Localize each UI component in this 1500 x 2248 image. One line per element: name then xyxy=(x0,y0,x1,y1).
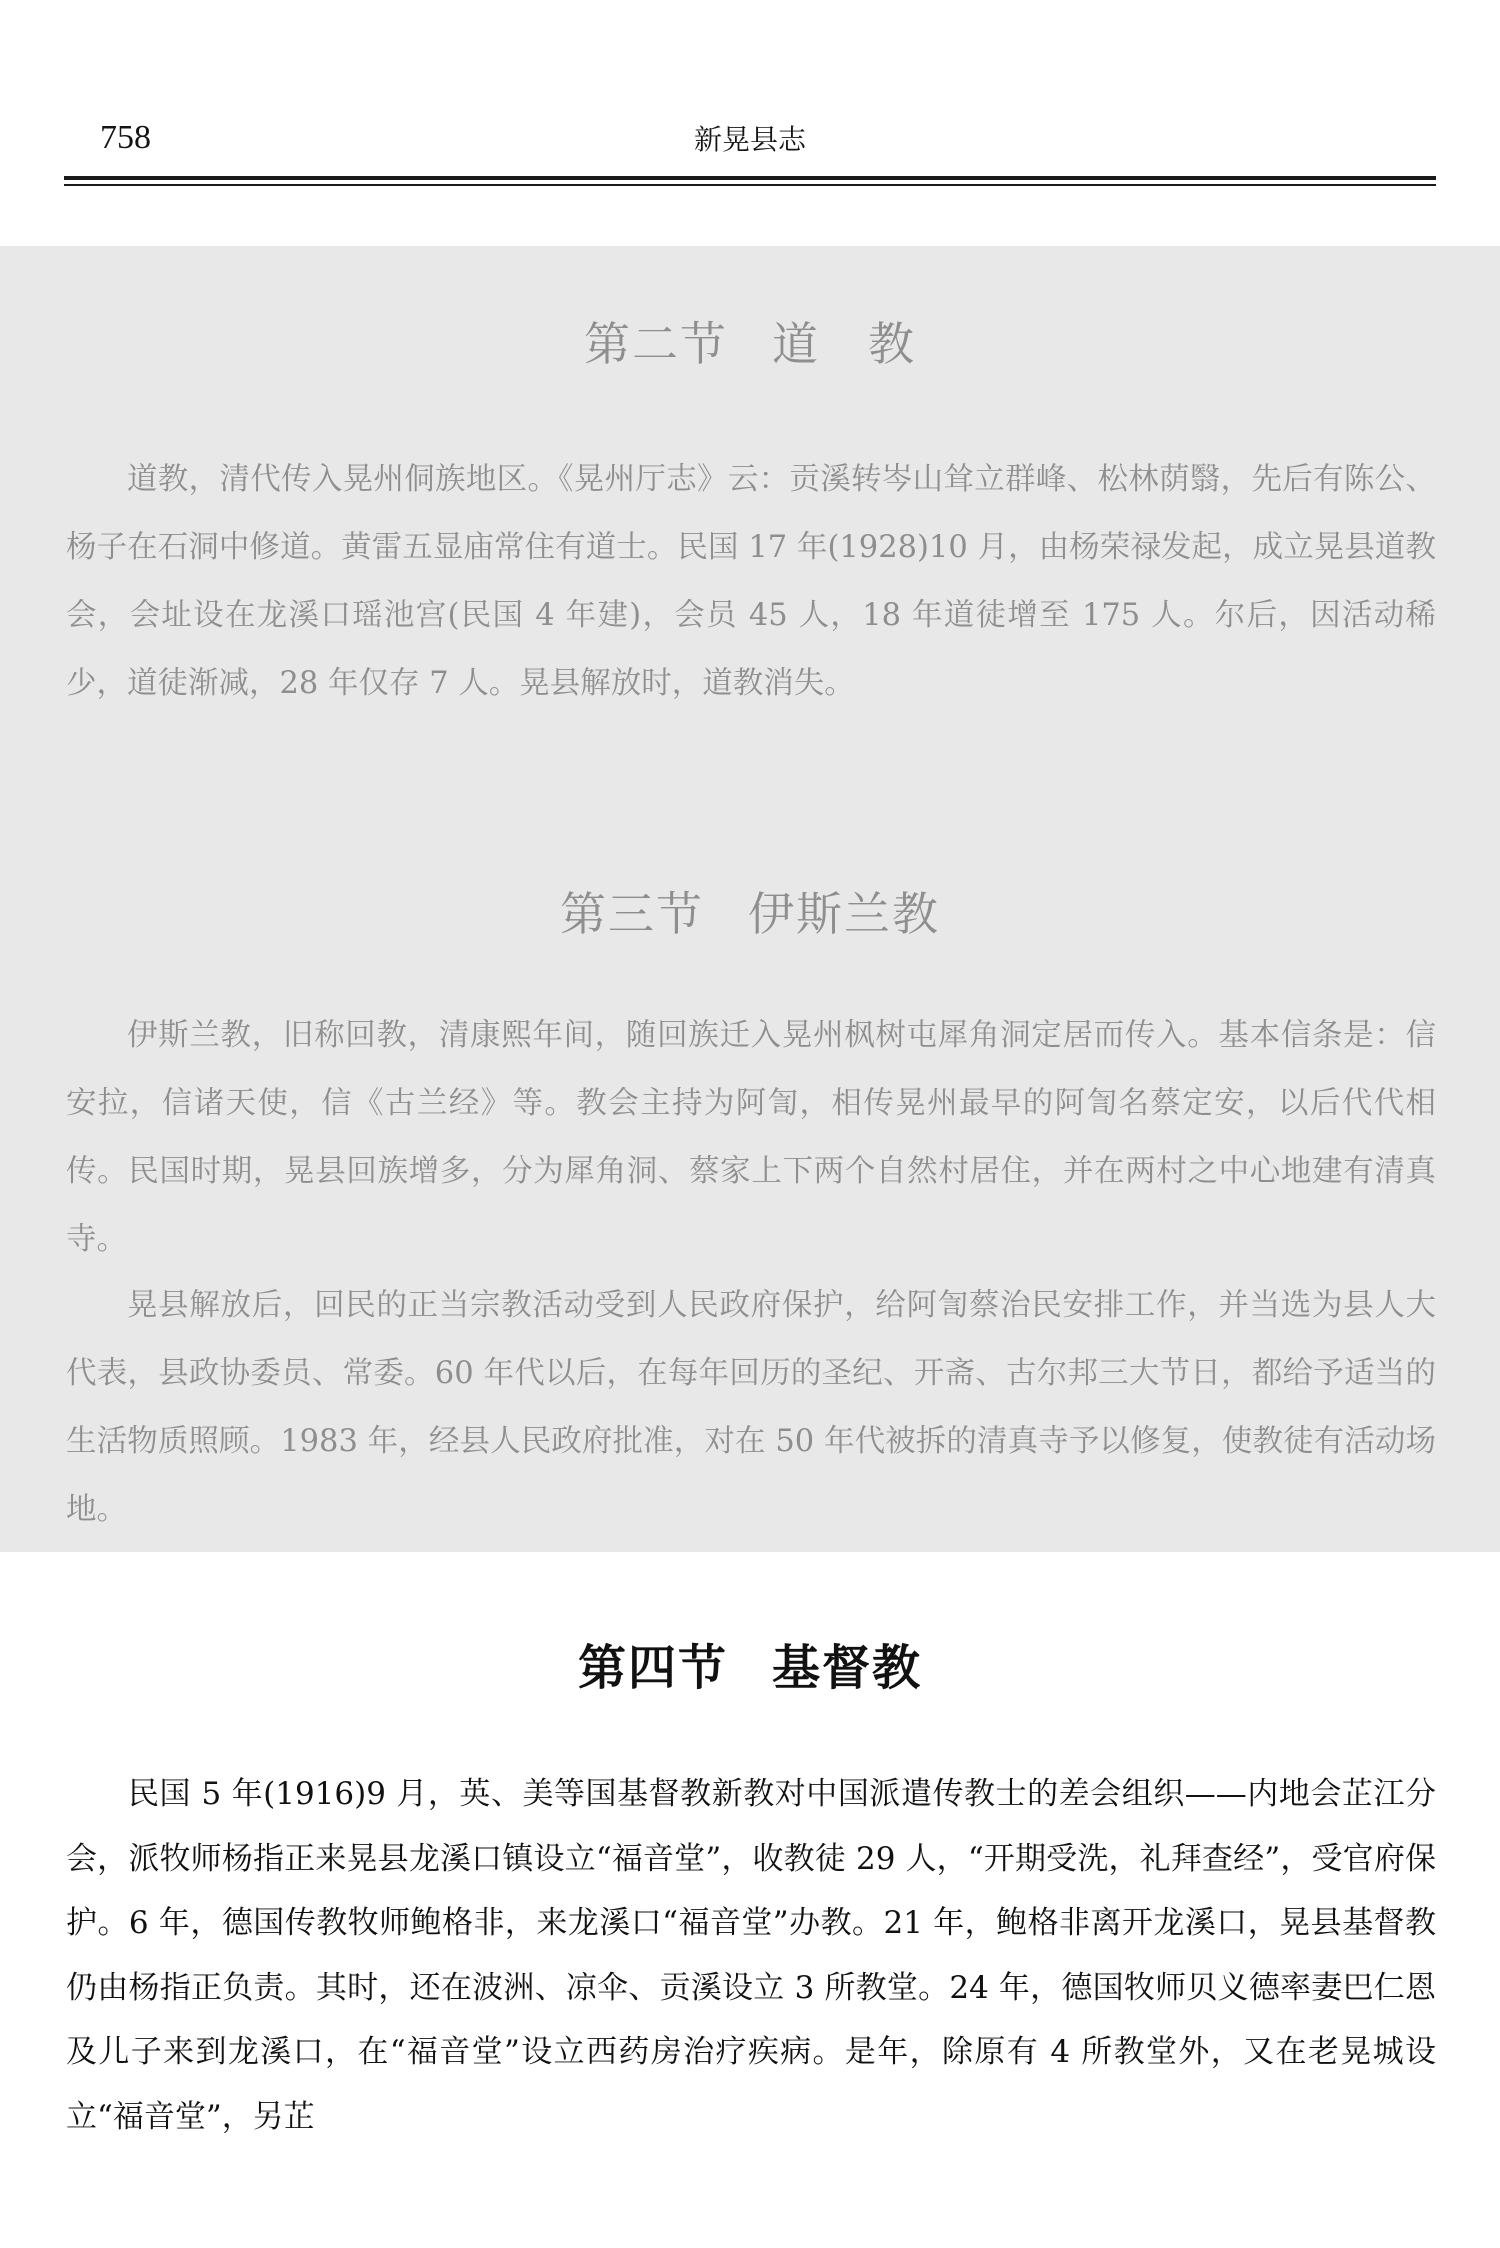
page-header xyxy=(0,0,1500,200)
paragraph-taoism: 道教，清代传入晃州侗族地区。《晃州厅志》云：贡溪转岑山耸立群峰、松林荫翳，先后有陈公、杨子在石洞中修道。黄雷五显庙常住有道士。民国 17 年(1928)10 月，由杨荣禄发起，成立晃县道教会，会址设在龙溪口瑶池宫(民国 4 年建)，会员 45 人，18 年道徒增至 175 人。尔后，因活动稀少，道徒渐减，28 年仅存 7 人。晃县解放时，道教消失。 xyxy=(66,462,1436,701)
section-number: 第三节 xyxy=(560,887,704,941)
section-title-taoism xyxy=(0,316,1500,372)
page-number: 758 xyxy=(100,119,151,156)
section-name: 道 教 xyxy=(772,317,916,371)
section-title-islam xyxy=(0,886,1500,942)
section-title-christianity xyxy=(0,1640,1500,1696)
running-title: 新晃县志 xyxy=(693,123,806,156)
header-rule-thick xyxy=(64,176,1436,180)
paragraph-christianity: 民国 5 年(1916)9 月，英、美等国基督教新教对中国派遣传教士的差会组织——内地会芷江分会，派牧师杨指正来晃县龙溪口镇设立“福音堂”，收教徒 29 人，“开期受洗，礼拜查经”，受官府保护。6 年，德国传教牧师鲍格非，来龙溪口“福音堂”办教。21 年，鲍格非离开龙溪口，晃县基督教仍由杨指正负责。其时，还在波洲、凉伞、贡溪设立 3 所教堂。24 年，德国牧师贝义德率妻巴仁恩及儿子来到龙溪口，在“福音堂”设立西药房治疗疾病。是年，除原有 4 所教堂外，又在老晃城设立“福音堂”，另芷 xyxy=(66,1776,1436,2135)
section-number: 第二节 xyxy=(584,317,728,371)
section-name: 伊斯兰教 xyxy=(748,887,940,941)
paragraph-islam-1: 伊斯兰教，旧称回教，清康熙年间，随回族迁入晃州枫树屯犀角洞定居而传入。基本信条是：信安拉，信诸天使，信《古兰经》等。教会主持为阿訇，相传晃州最早的阿訇名蔡定安，以后代代相传。民国时期，晃县回族增多，分为犀角洞、蔡家上下两个自然村居住，并在两村之中心地建有清真寺。 xyxy=(66,1018,1436,1257)
shaded-sections-block xyxy=(0,246,1500,1552)
section-number: 第四节 xyxy=(577,1640,728,1696)
paragraph-islam-2: 晃县解放后，回民的正当宗教活动受到人民政府保护，给阿訇蔡治民安排工作，并当选为县人大代表，县政协委员、常委。60 年代以后，在每年回历的圣纪、开斋、古尔邦三大节日，都给予适当的生活物质照顾。1983 年，经县人民政府批准，对在 50 年代被拆的清真寺予以修复，使教徒有活动场地。 xyxy=(66,1288,1436,1527)
header-rule-thin xyxy=(64,184,1436,186)
section-name: 基督教 xyxy=(772,1640,923,1696)
